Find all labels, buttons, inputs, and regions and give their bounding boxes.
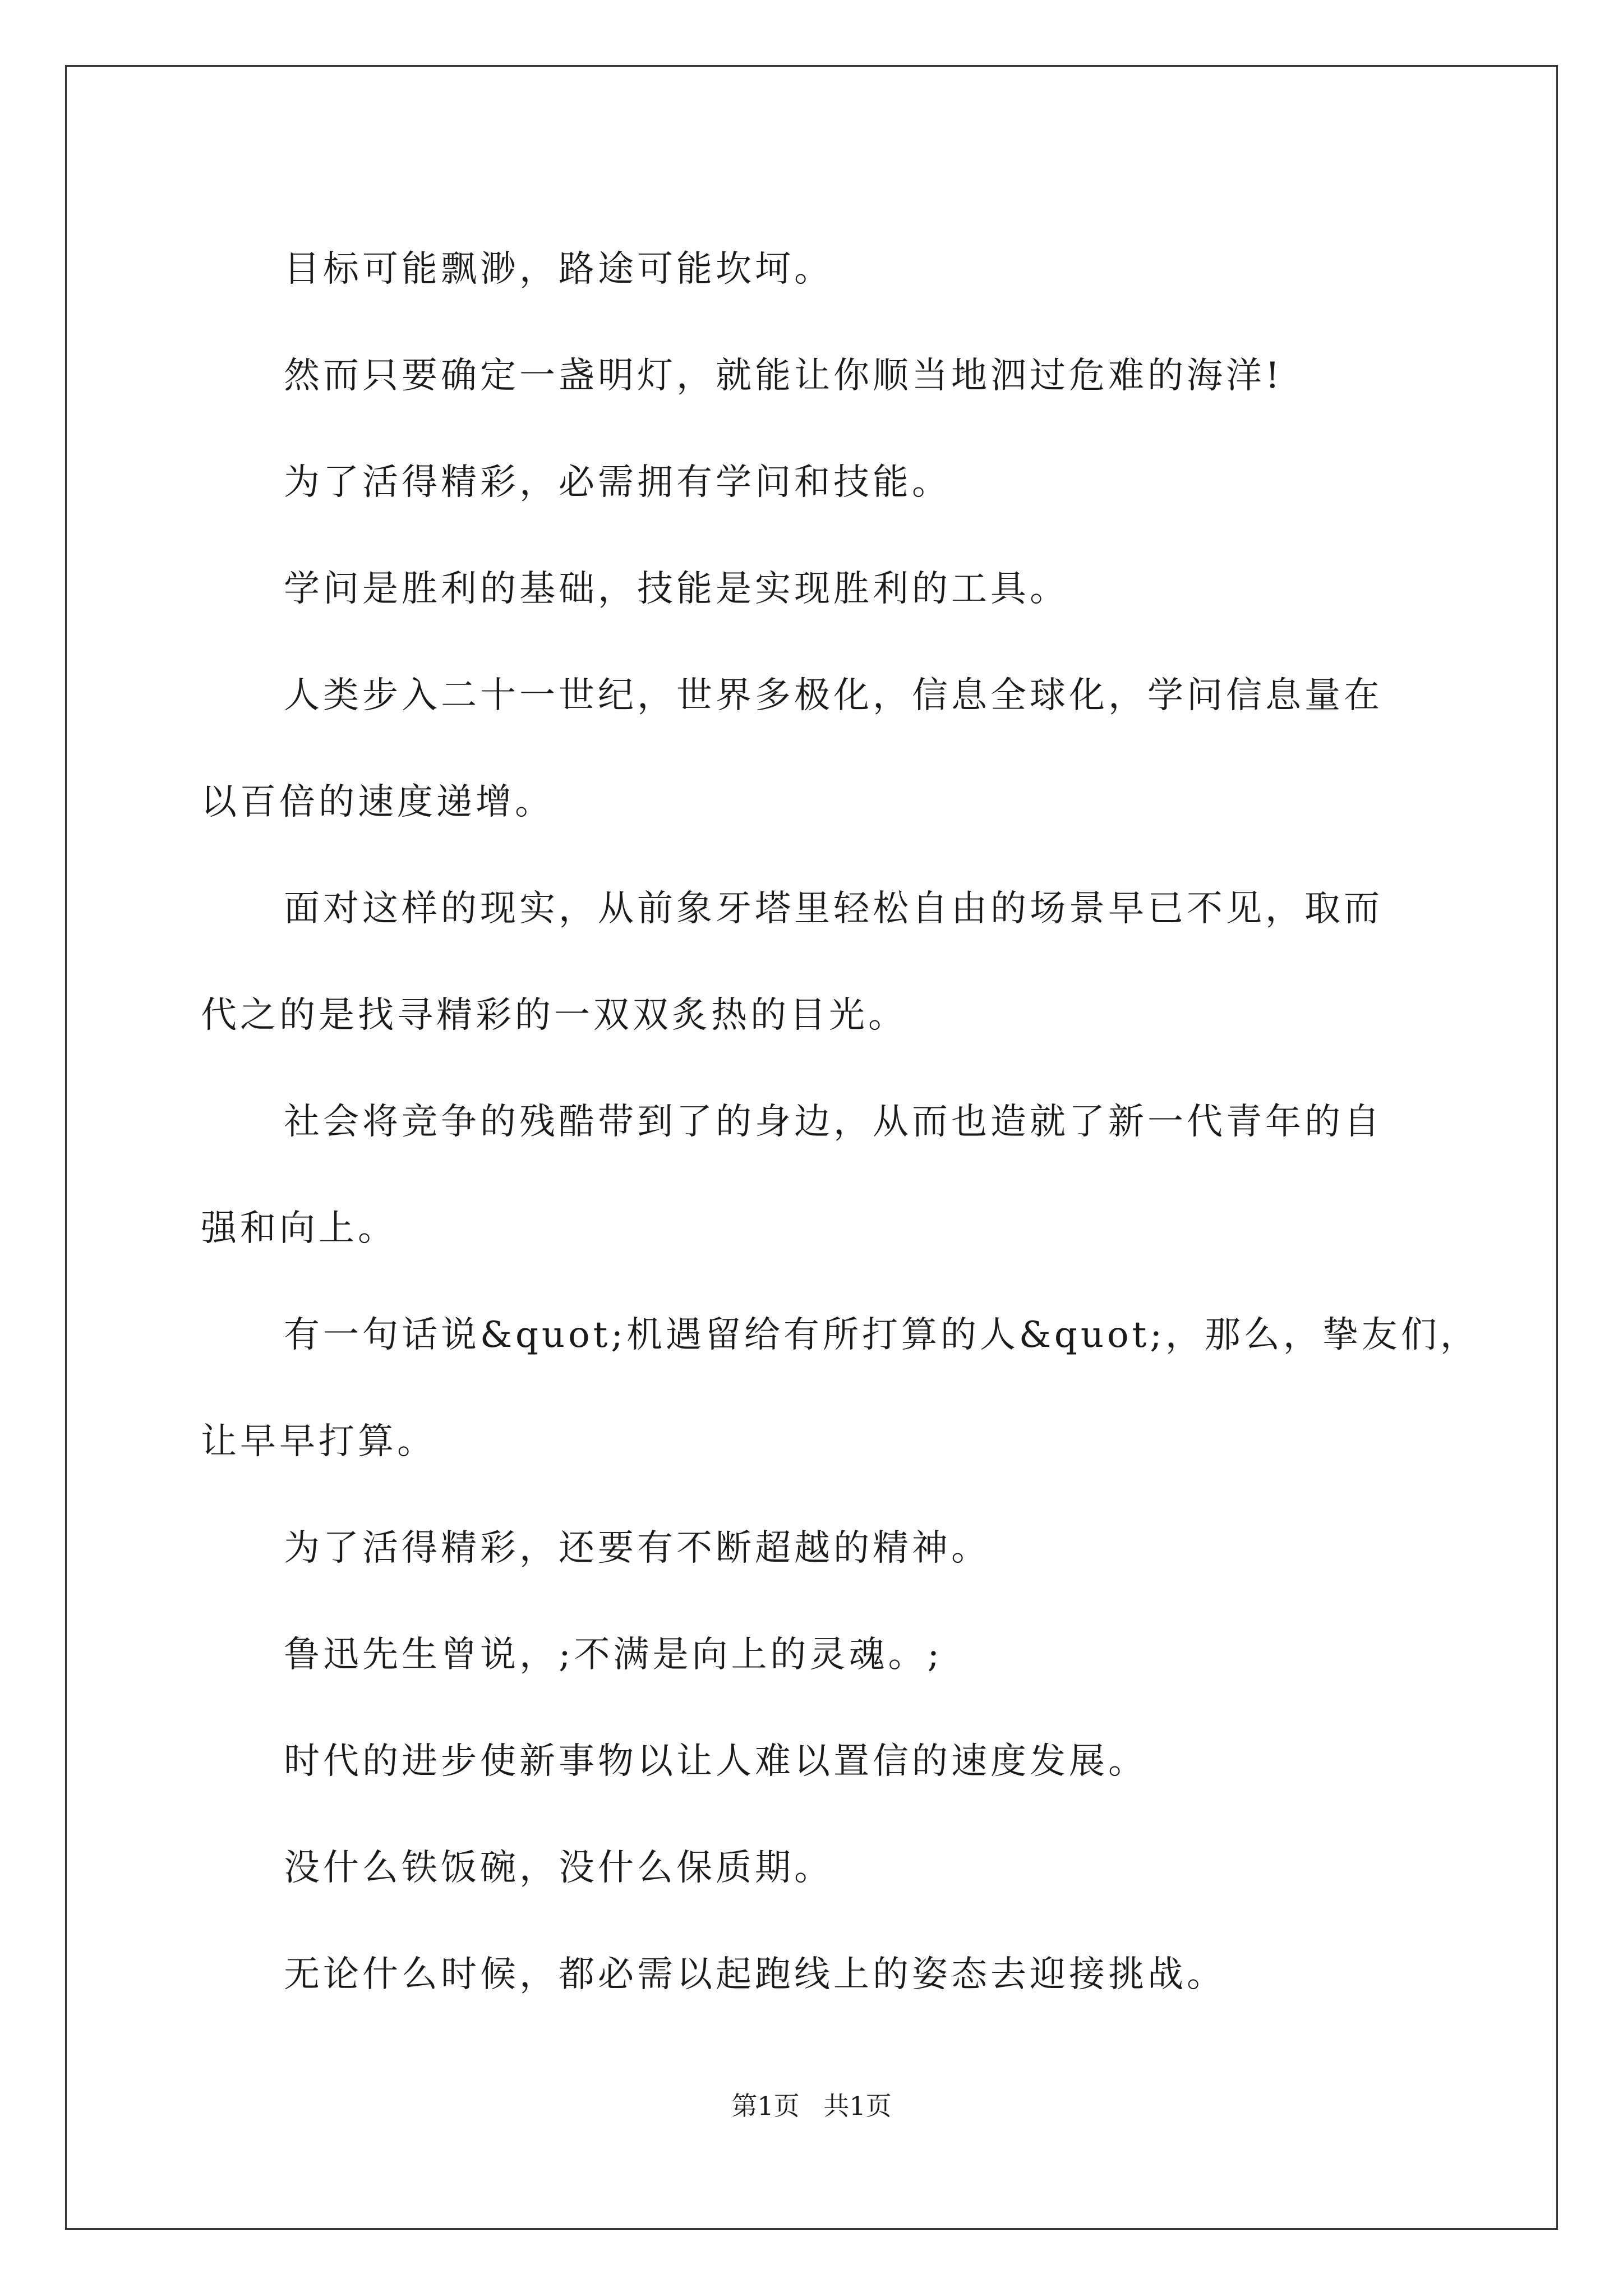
paragraph-line: 以百倍的速度递增。 — [201, 781, 554, 823]
paragraph — [201, 216, 1479, 323]
paragraph — [201, 1069, 1479, 1282]
paragraph — [201, 536, 1479, 642]
paragraph-line: 学问是胜利的基础，技能是实现胜利的工具。 — [284, 568, 1069, 610]
paragraph-line: 然而只要确定一盏明灯，就能让你顺当地泗过危难的海洋! — [284, 355, 1283, 397]
paragraph-line: 目标可能飘渺，路途可能坎坷。 — [284, 249, 833, 290]
paragraph-line: 没什么铁饭碗，没什么保质期。 — [284, 1847, 833, 1889]
paragraph-line: 鲁迅先生曾说，;不满是向上的灵魂。; — [284, 1634, 943, 1676]
document-body — [201, 216, 1479, 2028]
page-footer — [0, 2086, 1623, 2123]
paragraph-line: 面对这样的现实，从前象牙塔里轻松自由的场景早已不见，取而 — [284, 888, 1383, 930]
page-number: 第1页 — [731, 2091, 800, 2121]
paragraph — [201, 1495, 1479, 1602]
paragraph-line: 有一句话说&quot;机遇留给有所打算的人&quot;，那么，挚友们， — [284, 1314, 1479, 1356]
paragraph-line: 社会将竞争的残酷带到了的身边，从而也造就了新一代青年的自 — [284, 1101, 1383, 1143]
paragraph-line: 人类步入二十一世纪，世界多极化，信息全球化，学问信息量在 — [284, 675, 1383, 716]
paragraph — [201, 1815, 1479, 1921]
paragraph — [201, 1708, 1479, 1815]
paragraph-line: 代之的是找寻精彩的一双双炙热的目光。 — [201, 995, 907, 1036]
paragraph — [201, 323, 1479, 429]
paragraph-line: 为了活得精彩，必需拥有学问和技能。 — [284, 462, 951, 503]
paragraph — [201, 855, 1479, 1069]
paragraph-line: 为了活得精彩，还要有不断超越的精神。 — [284, 1527, 990, 1569]
paragraph — [201, 1602, 1479, 1708]
paragraph — [201, 1921, 1479, 2028]
paragraph-line: 无论什么时候，都必需以起跑线上的姿态去迎接挑战。 — [284, 1954, 1226, 1995]
paragraph — [201, 642, 1479, 855]
paragraph — [201, 1282, 1479, 1495]
paragraph-line: 让早早打算。 — [201, 1421, 436, 1462]
page-total: 共1页 — [823, 2091, 892, 2121]
paragraph — [201, 429, 1479, 536]
paragraph-line: 时代的进步使新事物以让人难以置信的速度发展。 — [284, 1741, 1147, 1782]
paragraph-line: 强和向上。 — [201, 1208, 397, 1249]
